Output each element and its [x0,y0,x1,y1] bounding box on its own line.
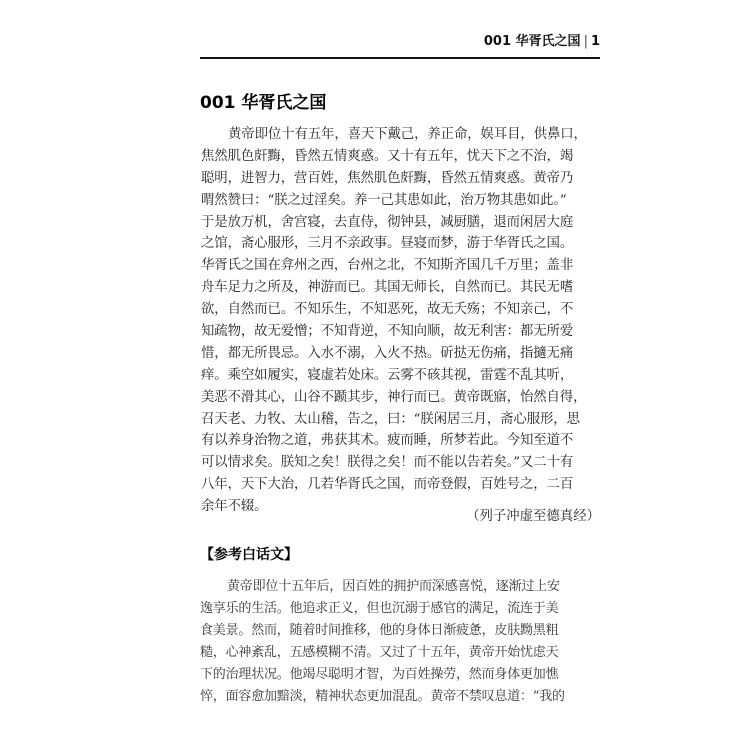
classical-line: 惜，都无所畏忌。入水不溺，入火不热。斫挞无伤痛，指擿无痛 [201,345,574,361]
classical-line: 知疏物，故无爱憎；不知背逆，不知向顺，故无利害：都无所爱 [201,324,574,340]
classical-line: 八年，天下大治，几若华胥氏之国，而帝登假，百姓号之，二百 [201,477,574,493]
running-head [200,20,600,56]
classical-line: 华胥氏之国在弇州之西，台州之北，不知斯齐国几千万里；盖非 [201,258,574,274]
running-head-title: 001 华胥氏之国 [483,34,581,49]
vernacular-line: 悴，面容愈加黯淡，精神状态更加混乱。黄帝不禁叹息道：“我的 [200,689,565,705]
classical-line: 欲，自然而已。不知乐生，不知恶死，故无夭殇；不知亲己，不 [201,302,574,318]
vernacular-text-body [200,576,605,709]
classical-line: 痒。乘空如履实，寝虚若处床。云雾不硋其视，雷霆不乱其听， [201,367,574,383]
classical-line: 喟然赞曰：“朕之过淫矣。养一己其患如此，治万物其患如此。” [201,192,567,208]
chapter-title: 001 华胥氏之国 [200,93,327,113]
classical-line: 余年不辍。 [201,499,268,515]
classical-line: 有以养身治物之道，弗获其术。疲而睡，所梦若此。今知至道不 [201,433,574,449]
classical-text-body [201,124,601,518]
vernacular-line: 逸享乐的生活。他追求正义，但也沉溺于感官的满足，流连于美 [200,601,559,617]
vernacular-line: 食美景。然而，随着时间推移，他的身体日渐疲惫，皮肤黝黑粗 [200,623,559,639]
classical-line: 召天老、力牧、太山稽，告之，曰：“朕闲居三月，斋心服形，思 [201,411,580,427]
classical-line: 美恶不滑其心，山谷不踬其步，神行而已。黄帝既寤，怡然自得， [201,389,587,405]
classical-line: 聪明，进智力，营百姓，焦然肌色皯黣，昏然五情爽惑。黄帝乃 [201,170,574,186]
classical-line: 之馆，斋心服形，三月不亲政事。昼寝而梦，游于华胥氏之国。 [201,236,574,252]
classical-line: 于是放万机，舍宫寝，去直侍，彻钟县，减厨膳，退而闲居大庭 [201,214,574,230]
vernacular-line: 黄帝即位十五年后，因百姓的拥护而深感喜悦，逐渐过上安 [227,579,560,594]
vernacular-line: 糙，心神紊乱，五感模糊不清。又过了十五年，黄帝开始忧虑天 [200,645,559,661]
source-citation: （列子冲虚至德真经） [466,509,600,524]
classical-line: 黄帝即位十有五年，喜天下戴己，养正命，娱耳目，供鼻口， [228,127,587,142]
running-head-separator: | [583,34,588,49]
classical-line: 舟车足力之所及，神游而已。其国无师长，自然而已。其民无嗜 [201,280,574,296]
reference-heading: 【参考白话文】 [200,547,298,563]
vernacular-line: 下的治理状况。他竭尽聪明才智，为百姓操劳，然而身体更加憔 [200,667,559,683]
header-rule-divider [200,57,600,59]
classical-line: 焦然肌色皯黣，昏然五情爽惑。又十有五年，忧天下之不治，竭 [201,148,574,164]
classical-line: 可以情求矣。朕知之矣！朕得之矣！而不能以告若矣。”又二十有 [201,455,574,471]
running-head-text [484,30,600,49]
page-number: 1 [590,34,600,49]
